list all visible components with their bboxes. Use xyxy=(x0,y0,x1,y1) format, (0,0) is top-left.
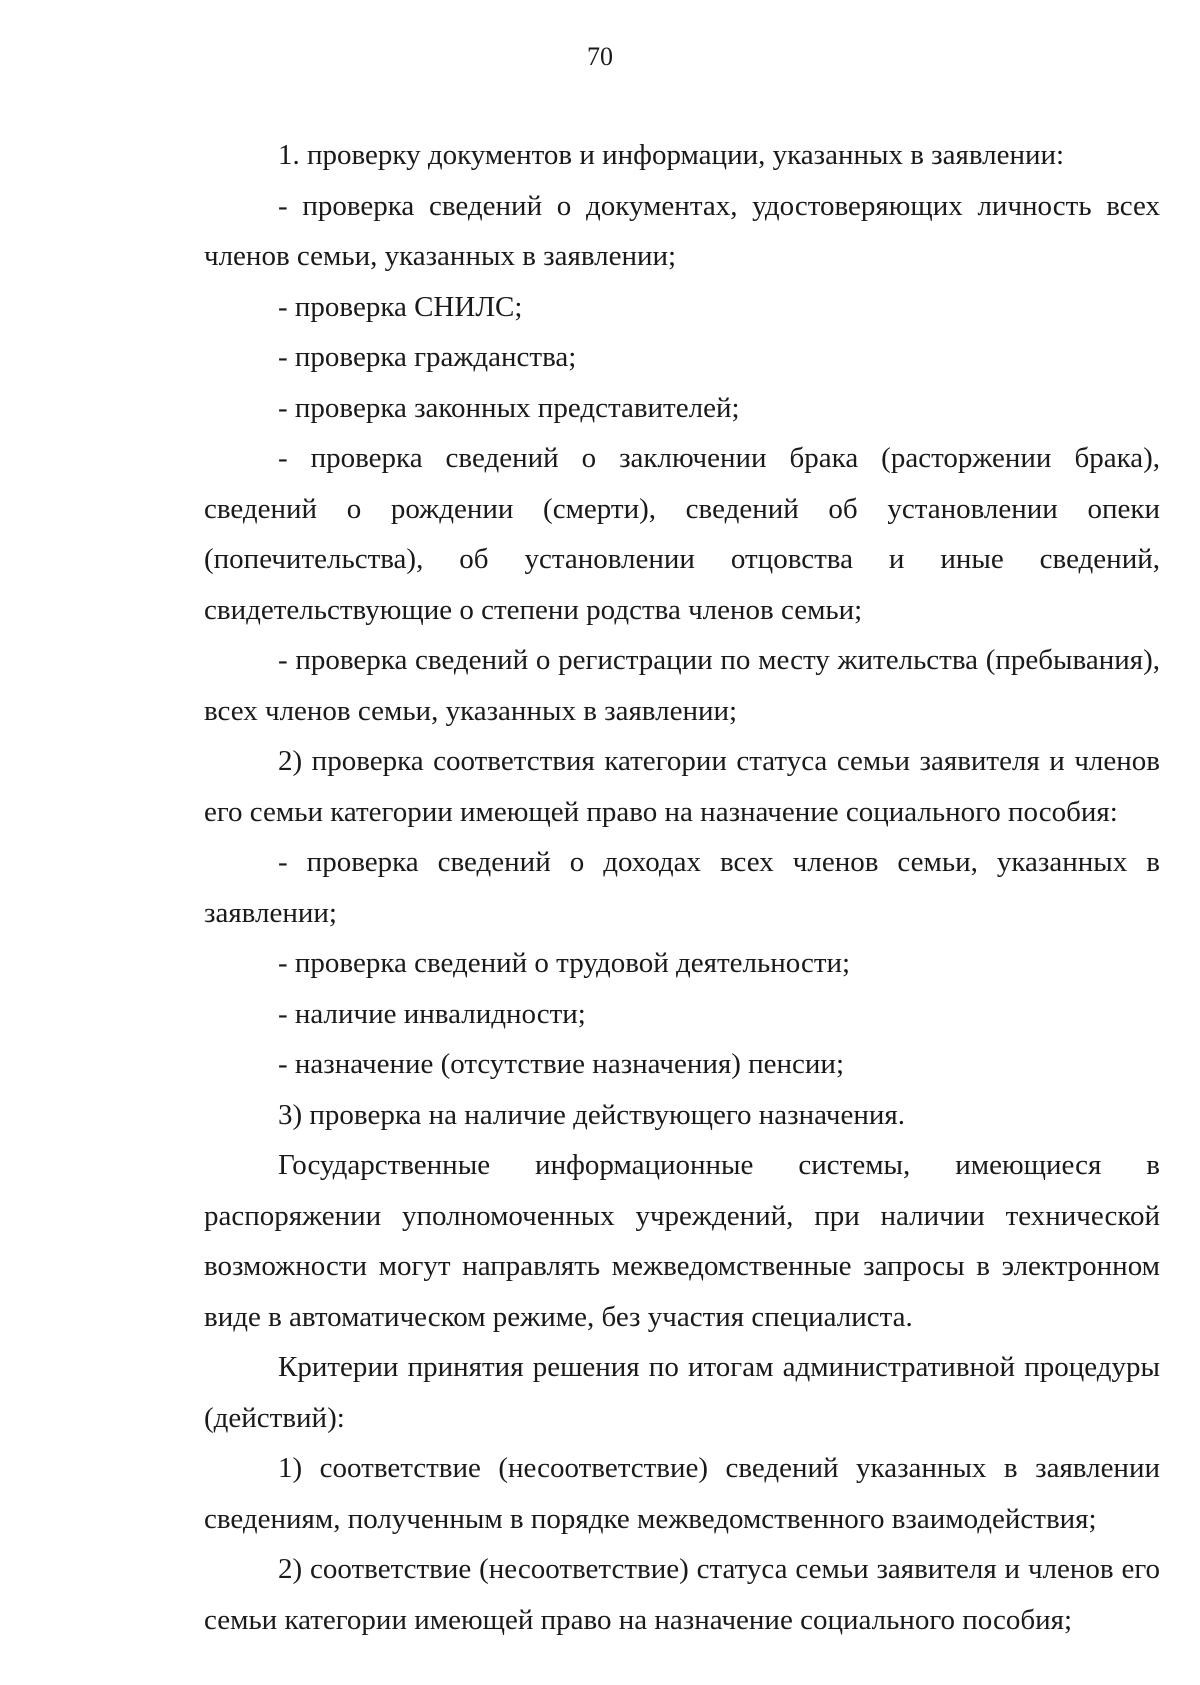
paragraph-income-check: - проверка сведений о доходах всех членов семьи, указанных в заявлении; xyxy=(204,846,1160,929)
paragraph-criterion-1: 1) соответствие (несоответствие) сведений указанных в заявлении сведениям, полученным в порядке межведомственного взаимодействия; xyxy=(204,1452,1160,1535)
paragraph-information-systems: Государственные информационные системы, имеющиеся в распоряжении уполномоченных учреждений, при наличии технической возможности могут направлять межведомственные запросы в электронном виде в автоматическом режиме, без участия специалиста. xyxy=(204,1149,1160,1333)
paragraph-active-assignment-check: 3) проверка на наличие действующего назначения. xyxy=(278,1098,905,1131)
document-body xyxy=(204,130,1160,1645)
paragraph-registration-check: - проверка сведений о регистрации по месту жительства (пребывания), всех членов семьи, указанных в заявлении; xyxy=(204,644,1160,727)
paragraph-verification-intro: 1. проверку документов и информации, указанных в заявлении: xyxy=(278,139,1065,171)
paragraph-citizenship-check: - проверка гражданства; xyxy=(278,341,577,373)
paragraph-employment-check: - проверка сведений о трудовой деятельности; xyxy=(278,947,851,979)
paragraph-pension-check: - назначение (отсутствие назначения) пенсии; xyxy=(278,1048,844,1080)
paragraph-legal-representatives-check: - проверка законных представителей; xyxy=(278,391,740,424)
paragraph-civil-status-check: - проверка сведений о заключении брака (расторжении брака), сведений о рождении (смерти), сведений об установлении опеки (попечительства), об установлении отцовства и иные сведений, свидетельствующие о степени родства членов семьи; xyxy=(204,442,1160,626)
paragraph-snils-check: - проверка СНИЛС; xyxy=(278,290,523,323)
paragraph-disability-check: - наличие инвалидности; xyxy=(278,997,586,1030)
paragraph-decision-criteria: Критерии принятия решения по итогам административной процедуры (действий): xyxy=(204,1351,1160,1434)
paragraph-identity-check: - проверка сведений о документах, удостоверяющих личность всех членов семьи, указанных в заявлении; xyxy=(204,189,1160,272)
paragraph-category-check: 2) проверка соответствия категории статуса семьи заявителя и членов его семьи категории имеющей право на назначение социального пособия: xyxy=(204,745,1160,828)
paragraph-criterion-2: 2) соответствие (несоответствие) статуса семьи заявителя и членов его семьи категории имеющей право на назначение социального пособия; xyxy=(204,1553,1160,1636)
page-number: 70 xyxy=(587,42,613,71)
